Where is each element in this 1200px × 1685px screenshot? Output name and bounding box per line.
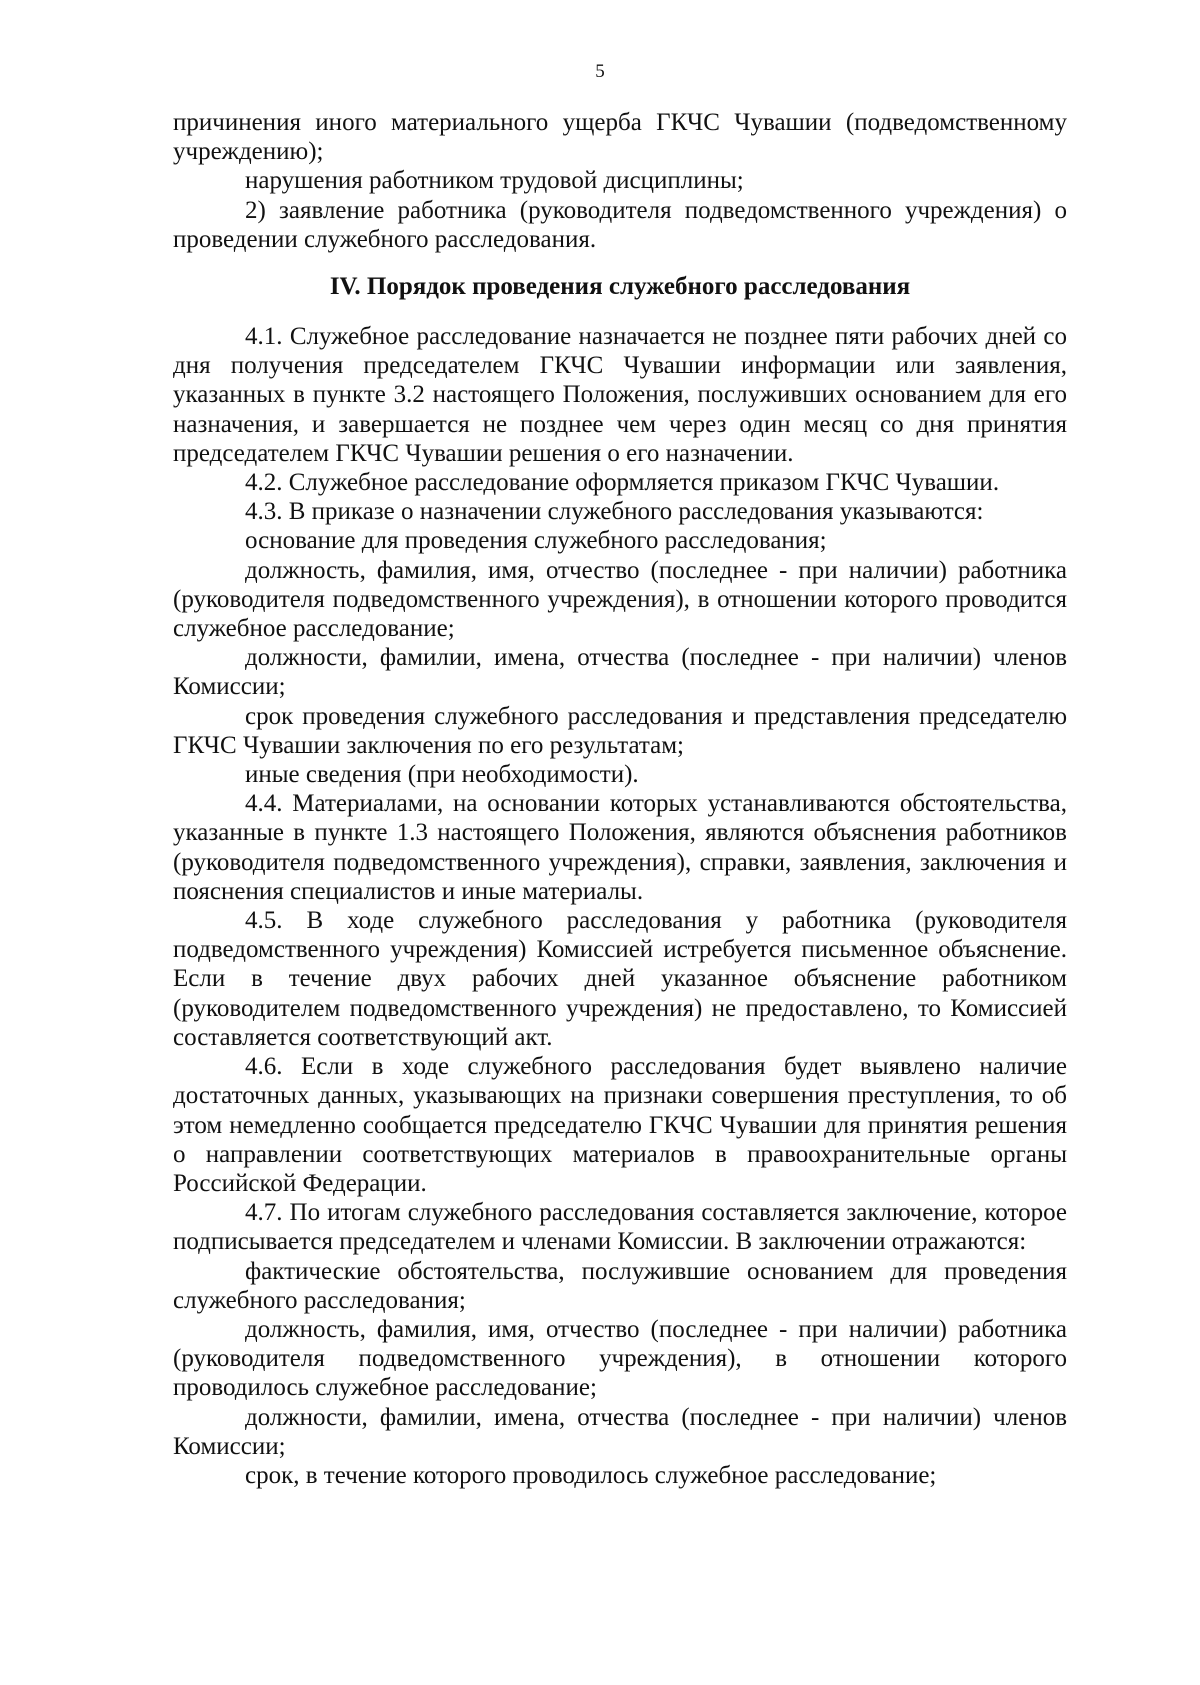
page-number: 5 (595, 61, 605, 82)
paragraph: нарушения работником трудовой дисциплины; (245, 167, 744, 195)
paragraph: должность, фамилия, имя, отчество (последнее - при наличии) работника (руководителя подведомственного учреждения), в отношении которого проводится служебное расследование; (173, 556, 1067, 643)
section-paragraphs (173, 322, 1067, 1490)
paragraph: 4.2. Служебное расследование оформляется приказом ГКЧС Чувашии. (245, 469, 1000, 497)
lead-paragraphs (173, 108, 1067, 254)
paragraph: срок проведения служебного расследования и представления председателю ГКЧС Чувашии заключения по его результатам; (173, 702, 1067, 759)
section-heading: IV. Порядок проведения служебного расследования (329, 273, 911, 301)
paragraph: срок, в течение которого проводилось служебное расследование; (245, 1461, 937, 1489)
paragraph: должности, фамилии, имена, отчества (последнее - при наличии) членов Комиссии; (173, 644, 1067, 701)
paragraph: должности, фамилии, имена, отчества (последнее - при наличии) членов Комиссии; (173, 1403, 1067, 1460)
document-body (173, 108, 1067, 1490)
paragraph: основание для проведения служебного расследования; (245, 527, 827, 555)
paragraph: 4.6. Если в ходе служебного расследования будет выявлено наличие достаточных данных, указывающих на признаки совершения преступления, то об этом немедленно сообщается председателю ГКЧС Чувашии для принятия решения о направлении соответствующих материалов в правоохранительные органы Российской Федерации. (173, 1053, 1067, 1197)
paragraph: 4.1. Служебное расследование назначается не позднее пяти рабочих дней со дня получения председателем ГКЧС Чувашии информации или заявления, указанных в пункте 3.2 настоящего Положения, послуживших основанием для его назначения, и завершается не позднее чем через один месяц со дня принятия председателем ГКЧС Чувашии решения о его назначении. (173, 323, 1067, 467)
paragraph: иные сведения (при необходимости). (245, 761, 639, 789)
paragraph: должность, фамилия, имя, отчество (последнее - при наличии) работника (руководителя подведомственного учреждения), в отношении которого проводилось служебное расследование; (173, 1315, 1067, 1402)
paragraph: 4.5. В ходе служебного расследования у работника (руководителя подведомственного учреждения) Комиссией истребуется письменное объяснение. Если в течение двух рабочих дней указанное объяснение работником (руководителем подведомственного учреждения) не предоставлено, то Комиссией составляется соответствующий акт. (173, 907, 1067, 1051)
paragraph: фактические обстоятельства, послужившие основанием для проведения служебного расследования; (173, 1257, 1067, 1314)
paragraph: причинения иного материального ущерба ГКЧС Чувашии (подведомственному учреждению); (173, 109, 1067, 166)
paragraph: 2) заявление работника (руководителя подведомственного учреждения) о проведении служебного расследования. (173, 196, 1067, 253)
paragraph: 4.4. Материалами, на основании которых устанавливаются обстоятельства, указанные в пункте 1.3 настоящего Положения, являются объяснения работников (руководителя подведомственного учреждения), справки, заявления, заключения и пояснения специалистов и иные материалы. (173, 790, 1067, 905)
paragraph: 4.3. В приказе о назначении служебного расследования указываются: (245, 498, 984, 526)
paragraph: 4.7. По итогам служебного расследования составляется заключение, которое подписывается председателем и членами Комиссии. В заключении отражаются: (173, 1199, 1067, 1256)
